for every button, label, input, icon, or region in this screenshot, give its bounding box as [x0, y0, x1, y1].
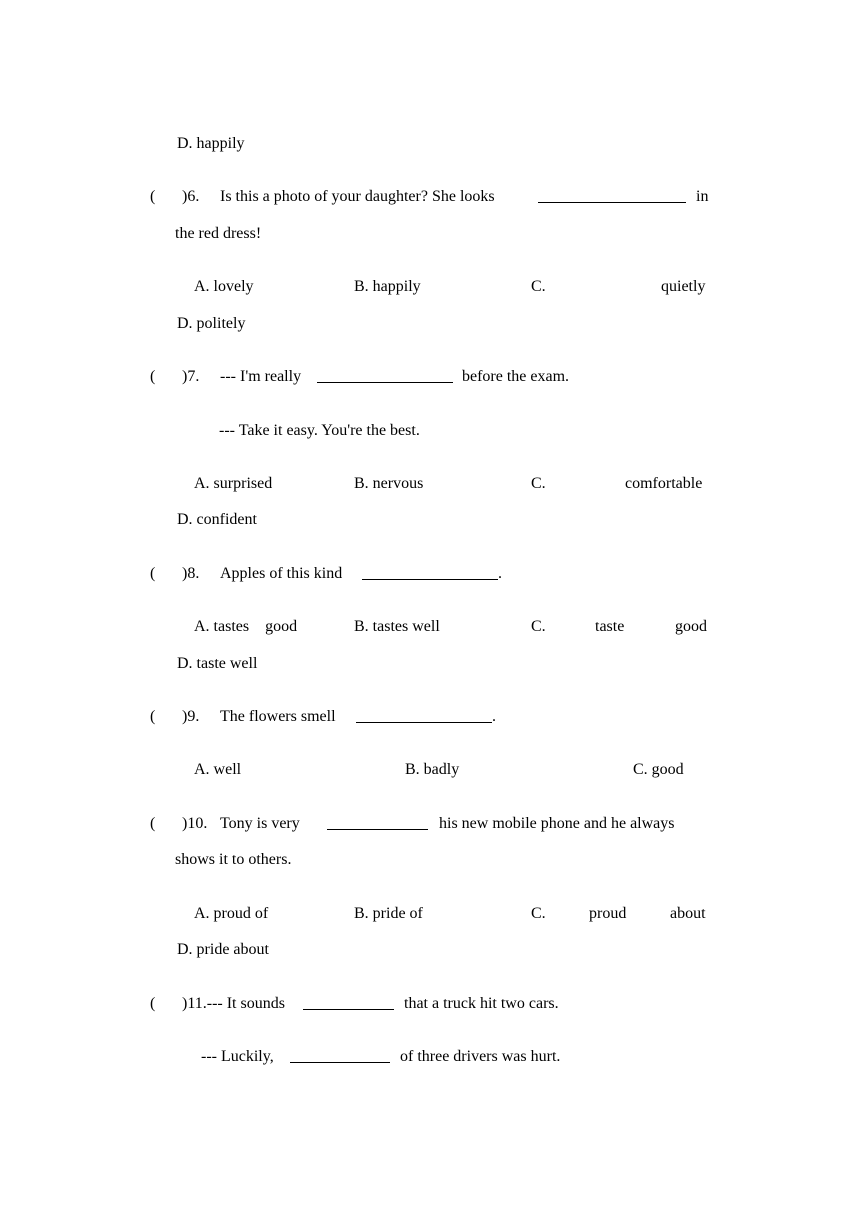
q6-option-c-word: quietly — [661, 278, 706, 295]
q5-option-d: D. happily — [177, 135, 245, 152]
q7-stem: --- I'm really — [220, 368, 302, 385]
q6-number: )6. — [182, 188, 200, 205]
q10-option-a: A. proud of — [194, 905, 269, 922]
q11-reply-start: --- Luckily, — [201, 1048, 274, 1065]
q10-option-d: D. pride about — [177, 941, 269, 958]
q10-option-b: B. pride of — [354, 905, 423, 922]
q6-blank — [538, 188, 686, 203]
q8-number: )8. — [182, 565, 200, 582]
q11-stem: )11.--- It sounds — [182, 995, 285, 1012]
q7-option-b: B. nervous — [354, 475, 424, 492]
q8-stem: Apples of this kind — [220, 565, 343, 582]
q8-option-d: D. taste well — [177, 655, 258, 672]
q6-continuation: the red dress! — [175, 225, 262, 242]
q11-blank-2 — [290, 1048, 390, 1063]
q9-option-c: C. good — [633, 761, 684, 778]
q7-after: before the exam. — [462, 368, 570, 385]
q7-paren: ( — [150, 368, 156, 385]
q6-option-c: C. — [531, 278, 546, 295]
q10-number: )10. — [182, 815, 208, 832]
q10-option-c: C. — [531, 905, 546, 922]
q6-after: in — [696, 188, 709, 205]
q9-stem: The flowers smell — [220, 708, 336, 725]
q6-option-b: B. happily — [354, 278, 421, 295]
q10-after: his new mobile phone and he always — [439, 815, 675, 832]
q6-paren: ( — [150, 188, 156, 205]
q10-continuation: shows it to others. — [175, 851, 292, 868]
q9-after: . — [492, 708, 496, 725]
q11-after: that a truck hit two cars. — [404, 995, 559, 1012]
q8-blank — [362, 565, 498, 580]
q9-option-b: B. badly — [405, 761, 460, 778]
q8-paren: ( — [150, 565, 156, 582]
q9-paren: ( — [150, 708, 156, 725]
q9-option-a: A. well — [194, 761, 242, 778]
q11-blank-1 — [303, 995, 394, 1010]
q11-reply-end: of three drivers was hurt. — [400, 1048, 561, 1065]
q6-option-a: A. lovely — [194, 278, 254, 295]
q10-option-c-word2: about — [670, 905, 706, 922]
q9-blank — [356, 708, 492, 723]
q8-option-b: B. tastes well — [354, 618, 440, 635]
q8-option-c-word1: taste — [595, 618, 625, 635]
q6-stem: Is this a photo of your daughter? She looks — [220, 188, 495, 205]
q8-option-a: A. tastes good — [194, 618, 298, 635]
q6-option-d: D. politely — [177, 315, 246, 332]
q10-option-c-word1: proud — [589, 905, 627, 922]
q7-reply: --- Take it easy. You're the best. — [219, 422, 420, 439]
q8-option-c-word2: good — [675, 618, 707, 635]
q9-number: )9. — [182, 708, 200, 725]
q7-option-c-word: comfortable — [625, 475, 703, 492]
q7-option-a: A. surprised — [194, 475, 273, 492]
q7-option-c: C. — [531, 475, 546, 492]
q10-stem: Tony is very — [220, 815, 300, 832]
q7-option-d: D. confident — [177, 511, 257, 528]
q8-option-c: C. — [531, 618, 546, 635]
q10-blank — [327, 815, 428, 830]
q8-after: . — [498, 565, 502, 582]
q10-paren: ( — [150, 815, 156, 832]
q11-paren: ( — [150, 995, 156, 1012]
q7-blank — [317, 368, 453, 383]
q7-number: )7. — [182, 368, 200, 385]
